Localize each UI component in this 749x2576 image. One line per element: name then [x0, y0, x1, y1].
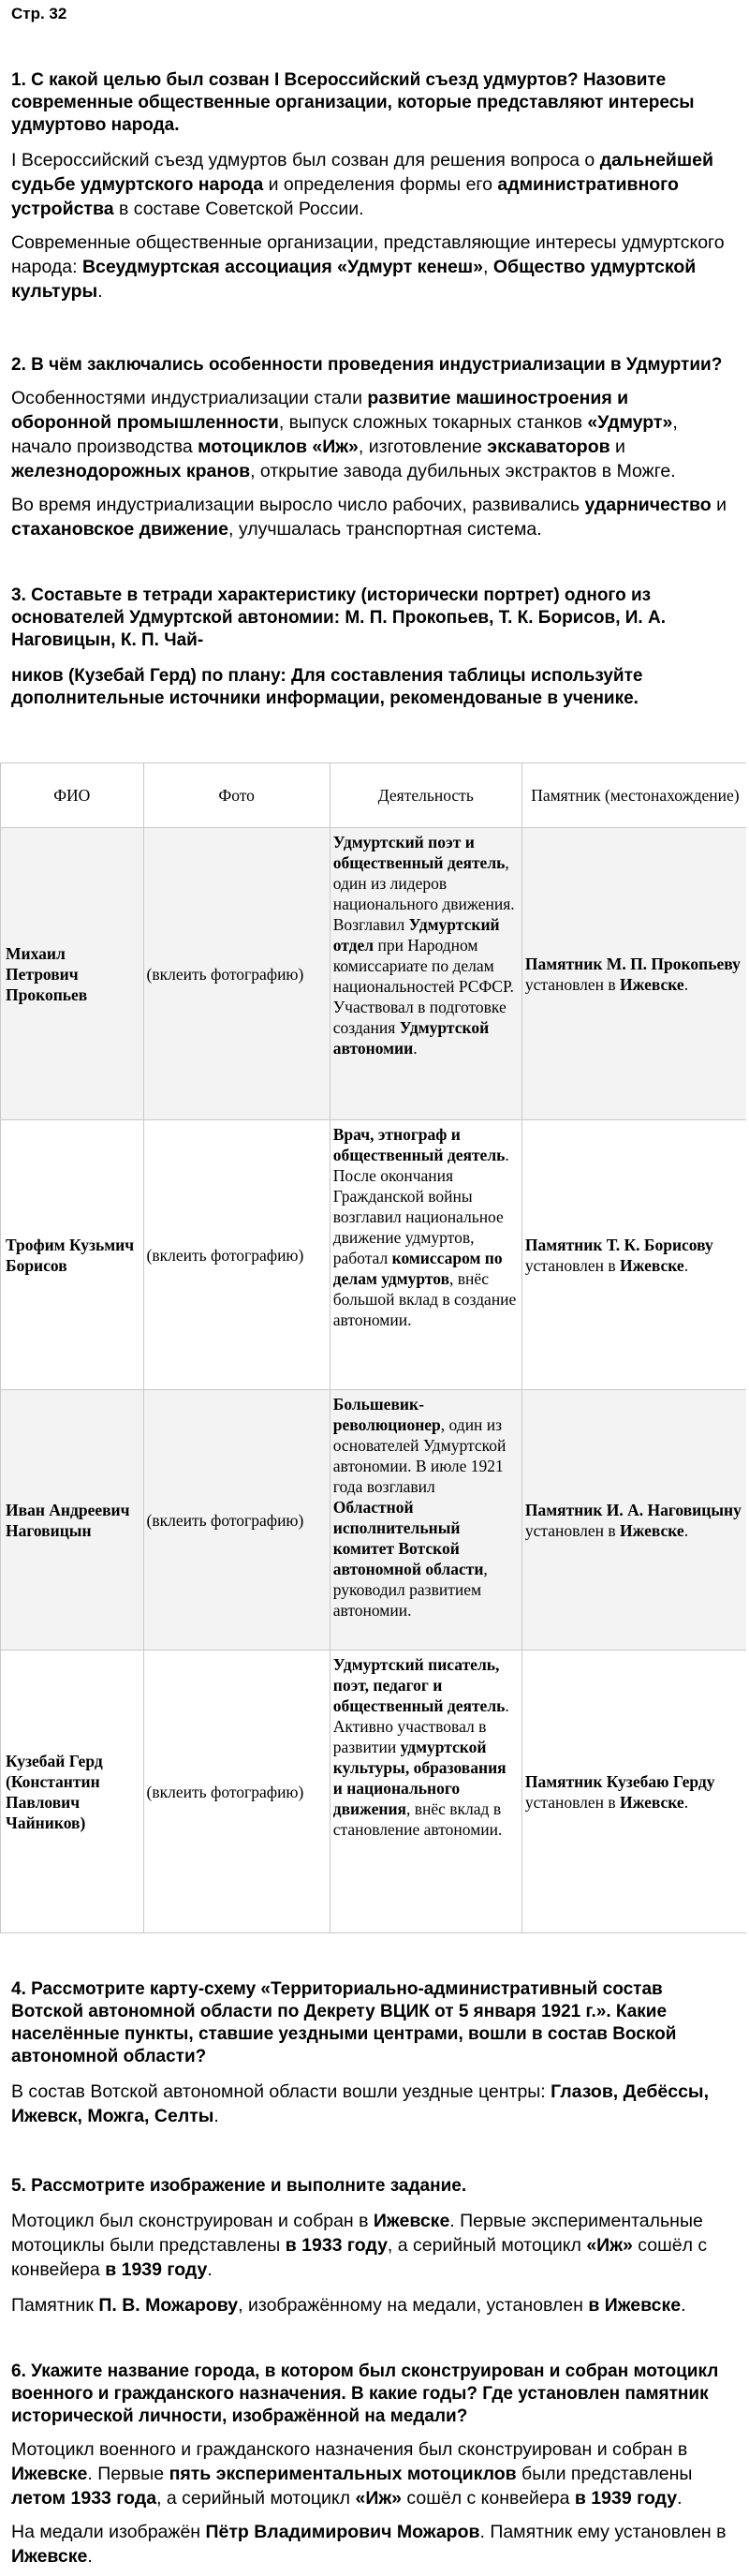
question-3-title-part-2: ников (Кузебай Герд) по плану: Для составления таблицы используйте дополнительные источники информации, рекомендованые в ученике.: [11, 666, 643, 708]
question-2-title: 2. В чём заключались особенности проведения индустриализации в Удмуртии?: [11, 355, 723, 375]
text-run: .: [683, 1520, 689, 1540]
text-run: ,: [483, 257, 493, 277]
question-5-answer-2: [11, 2293, 732, 2317]
founders-table: [0, 762, 746, 1933]
bold-text-run: Врач, этнограф и общественный деятель: [332, 1125, 506, 1164]
question-1-title: 1. С какой целью был созван I Всероссийский съезд удмуртов? Назовите современные общественные организации, которые представляют интересы удмуртово народа.: [11, 70, 695, 135]
cell-activity: [330, 1651, 521, 1933]
bold-text-run: Ижевске: [620, 974, 684, 994]
question-6-answer-1: [11, 2437, 732, 2510]
question-1-answer-2: [11, 230, 732, 303]
cell-fio: Михаил Петрович Прокопьев: [1, 828, 144, 1120]
bold-text-run: Удмуртский поэт и общественный деятель: [332, 833, 506, 872]
text-run: и: [609, 437, 625, 457]
text-run: Мотоцикл был сконструирован и собран в: [11, 2211, 374, 2231]
bold-text-run: пять экспериментальных мотоциклов: [169, 2464, 517, 2484]
table-row: [1, 828, 747, 1120]
text-run: и: [711, 495, 727, 515]
bold-text-run: Ижевске: [620, 1792, 684, 1812]
bold-text-run: Удмуртской автономии: [332, 1018, 490, 1058]
question-5-title: 5. Рассмотрите изображение и выполните задание.: [11, 2176, 467, 2196]
bold-text-run: мотоциклов «Иж»: [198, 437, 359, 457]
bold-text-run: дальнейшей судьбе удмуртского народа: [11, 150, 713, 195]
text-run: Современные общественные организации, представляющие интересы удмуртского народа:: [11, 232, 725, 277]
text-run: . Первые экспериментальные мотоциклы были представлены: [11, 2211, 703, 2256]
cell-fio: Кузебай Герд (Константин Павлович Чайников): [1, 1651, 144, 1933]
bold-text-run: в 1939 году: [574, 2488, 678, 2509]
bold-text-run: в 1939 году: [105, 2259, 208, 2280]
question-5-answer-1: [11, 2209, 732, 2282]
text-run: .: [87, 2546, 93, 2567]
text-run: .: [213, 2106, 219, 2126]
bold-text-run: железнодорожных кранов: [11, 461, 251, 481]
table-row: [1, 1120, 747, 1390]
cell-monument: [521, 1390, 746, 1651]
cell-fio: Трофим Кузьмич Борисов: [1, 1120, 144, 1390]
text-run: . После окончания Гражданской войны возглавил национальное движение удмуртов, работал: [332, 1146, 509, 1267]
cell-photo: (вклеить фотографию): [143, 1120, 330, 1390]
bold-text-run: летом 1933 года: [11, 2488, 157, 2509]
question-3-title-part-1: 3. Составьте в тетради характеристику (исторически портрет) одного из основателей Удмуртской автономии: М. П. Прокопьев, Т. К. Борисов, И. А. Наговицын, К. П. Чай-: [11, 585, 666, 650]
text-run: На медали изображён: [11, 2522, 206, 2542]
cell-activity: [330, 1390, 521, 1651]
text-run: , руководил развитием автономии.: [332, 1560, 488, 1620]
bold-text-run: стахановское движение: [11, 519, 229, 540]
text-run: , внёс большой вклад в создание автономии.: [332, 1269, 517, 1329]
text-run: установлен в: [524, 1255, 620, 1275]
bold-text-run: Удмуртский писатель, поэт, педагог и общественный деятель: [332, 1655, 506, 1715]
text-run: сошёл с конвейера: [11, 2235, 708, 2280]
text-run: .: [413, 1039, 418, 1058]
text-run: , начало производства: [11, 412, 678, 457]
question-4-title: 4. Рассмотрите карту-схему «Территориально-административный состав Вотской автономной области по Декрету ВЦИК от 5 января 1921 г.». Какие населённые пункты, ставшие уездными центрами, вошли в состав Воской автономной области?: [11, 1979, 677, 2066]
cell-photo: (вклеить фотографию): [143, 828, 330, 1120]
text-run: . Памятник ему установлен в: [479, 2522, 727, 2542]
bold-text-run: Пётр Владимирович Можаров: [205, 2522, 480, 2542]
bold-text-run: развитие машиностроения и оборонной промышленности: [11, 388, 629, 433]
page-number: Стр. 32: [11, 5, 67, 22]
text-run: , один из основателей Удмуртской автономии. В июле 1921 года возглавил: [332, 1415, 507, 1496]
cell-activity: [330, 828, 521, 1120]
cell-monument: [521, 1120, 746, 1390]
bold-text-run: административного устройства: [11, 174, 679, 219]
text-run: , а серийный мотоцикл: [156, 2488, 356, 2509]
text-run: , открытие завода дубильных экстрактов в Можге.: [250, 461, 676, 481]
text-run: Мотоцикл военного и гражданского назначения был сконструирован и собран в: [11, 2439, 688, 2460]
cell-monument: [521, 1651, 746, 1933]
header-activity: Деятельность: [330, 763, 521, 828]
text-run: В состав Вотской автономной области вошли уездные центры:: [11, 2081, 551, 2102]
bold-text-run: Глазов, Дебёссы, Ижевск, Можга, Селты: [11, 2081, 710, 2126]
text-run: Во время индустриализации выросло число рабочих, развивались: [11, 495, 585, 515]
bold-text-run: Памятник М. П. Прокопьеву: [524, 954, 741, 973]
bold-text-run: Областной исполнительный комитет Вотской автономной области: [332, 1498, 484, 1578]
bold-text-run: ударничество: [584, 495, 712, 515]
header-fio: ФИО: [1, 763, 144, 828]
bold-text-run: в Ижевске: [588, 2295, 682, 2316]
bold-text-run: Ижевске: [11, 2464, 88, 2484]
text-run: Особенностями индустриализации стали: [11, 388, 368, 408]
bold-text-run: в 1933 году: [285, 2235, 388, 2256]
text-run: и определения формы его: [263, 174, 498, 195]
text-run: .: [97, 281, 103, 302]
text-run: установлен в: [524, 974, 620, 994]
text-run: . Активно участвовал в развитии: [332, 1696, 509, 1756]
text-run: .: [683, 1792, 689, 1812]
text-run: , изображённому на медали, установлен: [238, 2295, 589, 2316]
cell-monument: [521, 828, 746, 1120]
question-4-answer-1: [11, 2080, 732, 2128]
text-run: . Первые: [87, 2464, 169, 2484]
question-2-answer-2: [11, 493, 732, 541]
question-6-answer-2: [11, 2520, 732, 2569]
cell-fio: Иван Андреевич Наговицын: [1, 1390, 144, 1651]
text-run: Памятник: [11, 2295, 99, 2316]
bold-text-run: Общество удмуртской культуры: [11, 257, 697, 302]
text-run: , один из лидеров национального движения. Возглавил: [332, 853, 515, 934]
cell-photo: (вклеить фотографию): [143, 1651, 330, 1933]
text-run: .: [677, 2488, 683, 2509]
text-run: .: [681, 2295, 686, 2316]
cell-photo: (вклеить фотографию): [143, 1390, 330, 1651]
question-6-title: 6. Укажите название города, в котором был сконструирован и собран мотоцикл военного и гражданского назначения. В какие годы? Где установлен памятник исторической личности, изображённой на медали?: [11, 2361, 719, 2426]
bold-text-run: Ижевске: [620, 1255, 684, 1275]
text-run: , внёс вклад в становление автономии.: [332, 1799, 503, 1839]
header-photo: Фото: [143, 763, 330, 828]
bold-text-run: «Иж»: [586, 2235, 633, 2256]
header-monument: Памятник (местонахождение): [521, 763, 746, 828]
bold-text-run: П. В. Можарову: [98, 2295, 239, 2316]
bold-text-run: Большевик-революционер: [332, 1395, 441, 1434]
text-run: , выпуск сложных токарных станков: [278, 412, 588, 433]
bold-text-run: Ижевске: [373, 2211, 450, 2231]
text-run: в составе Советской России.: [113, 199, 364, 219]
question-1-answer-1: [11, 148, 732, 221]
text-run: установлен в: [524, 1792, 620, 1812]
text-run: сошёл с конвейера: [402, 2488, 575, 2509]
question-2-answer-1: [11, 386, 732, 483]
bold-text-run: комиссаром по делам удмуртов: [332, 1249, 503, 1288]
bold-text-run: Памятник Т. К. Борисову: [524, 1235, 713, 1254]
text-run: .: [683, 974, 689, 994]
bold-text-run: удмуртской культуры, образования и национального движения: [332, 1738, 507, 1818]
text-run: I Всероссийский съезд удмуртов был созван для решения вопроса о: [11, 150, 600, 170]
text-run: , улучшалась транспортная система.: [228, 519, 542, 540]
text-run: .: [207, 2259, 213, 2280]
bold-text-run: Памятник Кузебаю Герду: [524, 1771, 715, 1791]
bold-text-run: экскаваторов: [487, 437, 610, 457]
table-header-row: [1, 763, 747, 828]
text-run: , изготовление: [358, 437, 488, 457]
text-run: были представлены: [516, 2464, 693, 2484]
bold-text-run: «Иж»: [355, 2488, 402, 2509]
table-row: [1, 1390, 747, 1651]
cell-activity: [330, 1120, 521, 1390]
table-row: [1, 1651, 747, 1933]
bold-text-run: Удмуртский отдел: [332, 915, 500, 955]
bold-text-run: Памятник И. А. Наговицыну: [524, 1500, 742, 1519]
bold-text-run: Ижевске: [11, 2546, 88, 2567]
bold-text-run: Ижевске: [620, 1520, 684, 1540]
bold-text-run: Всеудмуртская ассоциация «Удмурт кенеш»: [81, 257, 484, 277]
text-run: .: [683, 1255, 689, 1275]
bold-text-run: «Удмурт»: [587, 412, 673, 433]
text-run: , а серийный мотоцикл: [387, 2235, 587, 2256]
text-run: при Народном комиссариате по делам национальностей РСФСР. Участвовал в подготовке создания: [332, 936, 514, 1037]
text-run: установлен в: [524, 1520, 620, 1540]
